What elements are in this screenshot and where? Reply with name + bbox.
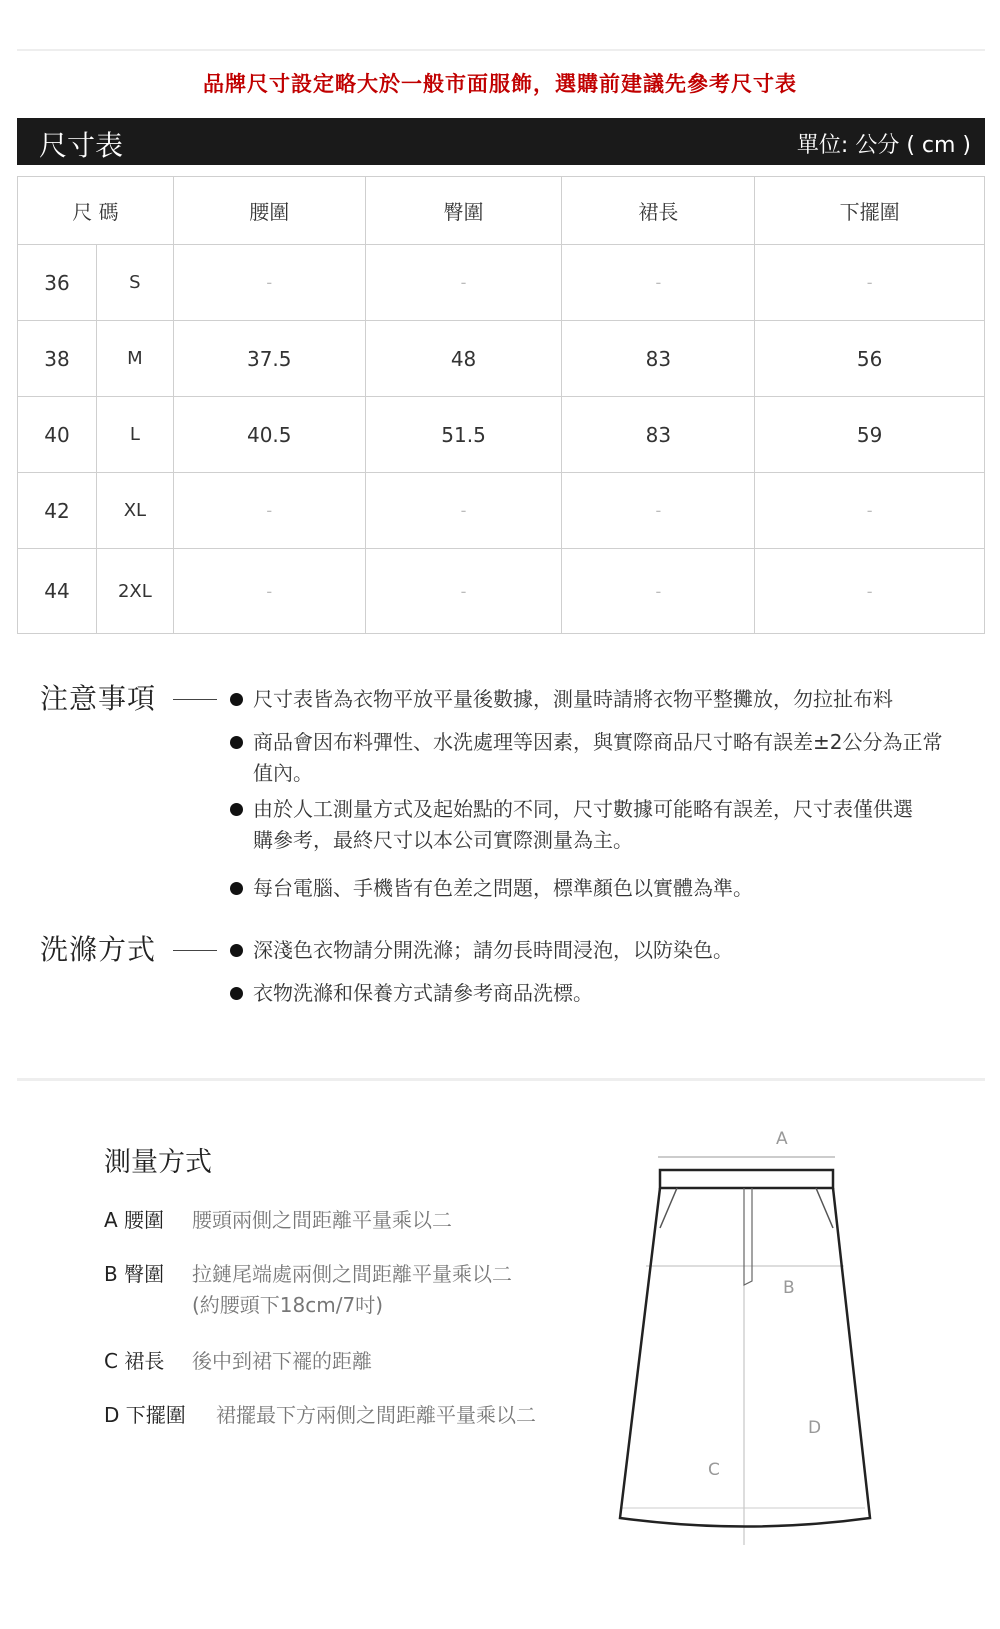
bullet-dot-icon (230, 882, 243, 895)
skirt-diagram (600, 1125, 880, 1555)
top-divider (17, 49, 985, 51)
waist-value: 37.5 (173, 321, 365, 397)
table-header-row (18, 177, 985, 245)
header-length: 裙長 (562, 177, 755, 245)
notes-divider-line (173, 699, 217, 700)
length-value: - (562, 549, 755, 634)
size-number: 38 (18, 321, 97, 397)
hip-value: - (365, 549, 562, 634)
size-letter: L (96, 397, 173, 473)
label-c: C (708, 1460, 720, 1480)
hip-value: 48 (365, 321, 562, 397)
waist-value: 40.5 (173, 397, 365, 473)
bullet-dot-icon (230, 944, 243, 957)
length-value: 83 (562, 321, 755, 397)
hem-value: - (755, 473, 985, 549)
table-row (18, 245, 985, 321)
washing-divider-line (173, 950, 217, 951)
hem-value: - (755, 245, 985, 321)
left-pocket-line (660, 1188, 677, 1228)
size-number: 42 (18, 473, 97, 549)
section-divider (17, 1078, 985, 1081)
size-notice: 品牌尺寸設定略大於一般市面服飾，選購前建議先參考尺寸表 (203, 72, 797, 96)
washing-label: 洗滌方式 (40, 933, 157, 966)
hip-value: - (365, 473, 562, 549)
table-row (18, 473, 985, 549)
label-b: B (783, 1278, 795, 1298)
size-table (17, 176, 985, 634)
size-letter: 2XL (96, 549, 173, 634)
size-number: 36 (18, 245, 97, 321)
size-letter: S (96, 245, 173, 321)
header-size: 尺 碼 (18, 177, 174, 245)
length-value: 83 (562, 397, 755, 473)
table-row (18, 321, 985, 397)
skirt-body-shape (620, 1188, 870, 1527)
header-waist: 腰圍 (173, 177, 365, 245)
waist-value: - (173, 473, 365, 549)
size-number: 40 (18, 397, 97, 473)
unit-label: 單位: 公分 ( cm ) (796, 133, 971, 158)
bullet-dot-icon (230, 693, 243, 706)
size-number: 44 (18, 549, 97, 634)
bullet-dot-icon (230, 803, 243, 816)
size-letter: XL (96, 473, 173, 549)
header-hip: 臀圍 (365, 177, 562, 245)
header-hem: 下擺圍 (755, 177, 985, 245)
bullet-dot-icon (230, 736, 243, 749)
waistband-shape (660, 1170, 833, 1188)
label-d: D (808, 1418, 822, 1438)
hem-value: 56 (755, 321, 985, 397)
right-pocket-line (816, 1188, 833, 1228)
zipper-placket (744, 1188, 752, 1285)
hem-value: - (755, 549, 985, 634)
size-chart-title-bar (17, 118, 985, 165)
notes-label: 注意事項 (40, 682, 157, 715)
hip-value: 51.5 (365, 397, 562, 473)
length-value: - (562, 245, 755, 321)
waist-value: - (173, 245, 365, 321)
waist-value: - (173, 549, 365, 634)
table-row (18, 549, 985, 634)
label-a: A (776, 1129, 788, 1149)
size-letter: M (96, 321, 173, 397)
length-value: - (562, 473, 755, 549)
bullet-dot-icon (230, 987, 243, 1000)
size-chart-title: 尺寸表 (39, 129, 124, 162)
hip-value: - (365, 245, 562, 321)
hem-value: 59 (755, 397, 985, 473)
table-row (18, 397, 985, 473)
measurement-title: 測量方式 (104, 1147, 212, 1178)
